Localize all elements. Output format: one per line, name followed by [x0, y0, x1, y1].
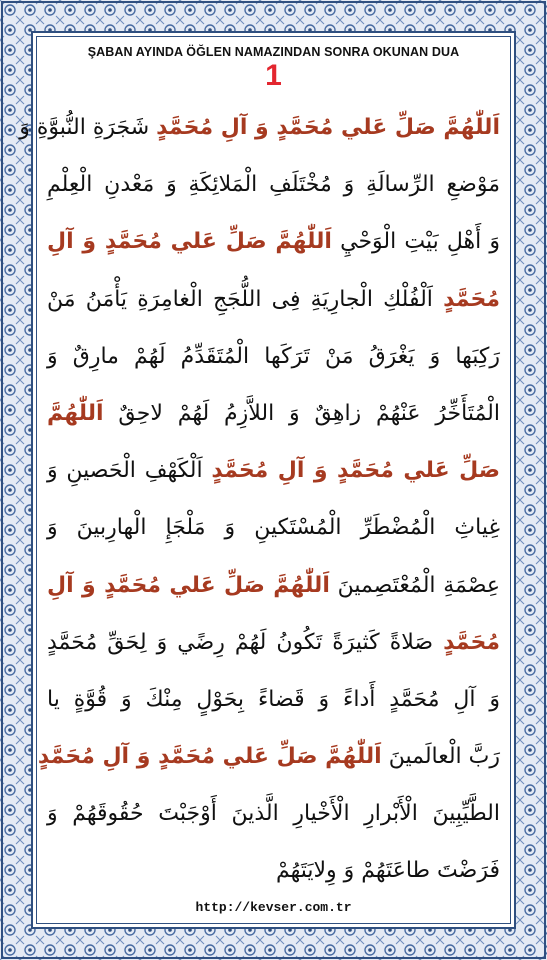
dua-line: [47, 328, 500, 385]
dua-line: [47, 213, 500, 270]
dua-line: [47, 442, 500, 499]
dua-line: [47, 671, 500, 728]
dua-line: [47, 842, 500, 899]
dua-phrase: صَلاةً كَثيرَةً تَكُونُ لَهُمْ رِضًي وَ لِحَقِّ مُحَمَّدٍ: [47, 629, 444, 655]
page-number: 1: [265, 59, 282, 92]
dua-phrase: شَجَرَةِ النُّبوَّةِ وَ: [19, 115, 157, 140]
website-url[interactable]: http://kevser.com.tr: [195, 900, 352, 915]
dua-line: [47, 557, 500, 614]
dua-phrase: الطَّيِّبِينَ الْأَبْرارِ الْأَخْيارِ الَّذينَ أَوْجَبْتَ حُقُوقَهُمْ وَ: [47, 801, 500, 827]
dua-line: [47, 785, 500, 842]
salawat-phrase: اَللّٰهُمَّ صَلِّ عَلي مُحَمَّدٍ وَ آلِ: [47, 572, 330, 598]
salawat-phrase: اَللّٰهُمَّ صَلِّ عَلي مُحَمَّدٍ وَ آلِ مُحَمَّدٍ: [156, 115, 500, 140]
dua-phrase: رَكِبَها وَ يَغْرَقُ مَنْ تَرَكَها الْمُتَقَدِّمُ لَهُمْ مارِقٌ وَ: [47, 343, 500, 369]
dua-line: [47, 385, 500, 442]
salawat-phrase: اَللّٰهُمَّ صَلِّ عَلي مُحَمَّدٍ وَ آلِ: [47, 229, 332, 255]
dua-phrase: غِياثِ الْمُضْطَرِّ الْمُسْتَكينِ وَ مَلْجَإِ الْهارِبينَ وَ: [47, 515, 500, 541]
content-panel: [19, 31, 516, 929]
dua-line: [47, 499, 500, 556]
salawat-phrase: مُحَمَّدٍ: [443, 629, 500, 655]
salawat-phrase: صَلِّ عَلي مُحَمَّدٍ وَ آلِ مُحَمَّدٍ: [211, 458, 500, 484]
dua-line: [47, 614, 500, 671]
dua-phrase: الْمُتَأَخِّرُ عَنْهُمْ زاهِقٌ وَ اللاَّزِمُ لَهُمْ لاحِقٌ: [103, 400, 500, 426]
dua-phrase: مَوْضعِ الرِّسالَةِ وَ مُخْتَلَفِ الْمَلائِكَةِ وَ مَعْدنِ الْعِلْمِ: [47, 172, 500, 198]
dua-line: [19, 99, 500, 156]
salawat-phrase: اَللّٰهُمَّ: [47, 400, 104, 426]
page-title: ŞABAN AYINDA ÖĞLEN NAMAZINDAN SONRA OKUNAN DUA: [87, 45, 460, 59]
dua-phrase: عِصْمَةِ الْمُعْتَصِمينَ: [329, 572, 500, 598]
dua-phrase: وَ أَهْلِ بَيْتِ الْوَحْيِ: [331, 229, 500, 255]
dua-line: [47, 156, 500, 213]
dua-phrase: اَلْفُلْكِ الْجارِيَةِ فِى اللُّجَجِ الْغامِرَةِ يَأْمَنُ مَنْ: [47, 286, 444, 312]
salawat-phrase: اَللّٰهُمَّ صَلِّ عَلي مُحَمَّدٍ وَ آلِ مُحَمَّدٍ: [37, 744, 382, 770]
dua-phrase: اَلْكَهْفِ الْحَصينِ وَ: [47, 458, 212, 484]
salawat-phrase: مُحَمَّدٍ: [443, 286, 500, 312]
dua-text: [19, 99, 500, 900]
dua-line: [37, 728, 500, 785]
dua-phrase: فَرَضْتَ طاعَتَهُمْ وَ وِلايَتَهُمْ: [275, 858, 500, 884]
dua-phrase: وَ آلِ مُحَمَّدٍ أَداءً وَ قَضاءً بِحَوْلٍ مِنْكَ وَ قُوَّةٍ يا: [47, 686, 500, 712]
dua-phrase: رَبَّ الْعالَمينَ: [381, 744, 500, 770]
dua-line: [47, 271, 500, 328]
